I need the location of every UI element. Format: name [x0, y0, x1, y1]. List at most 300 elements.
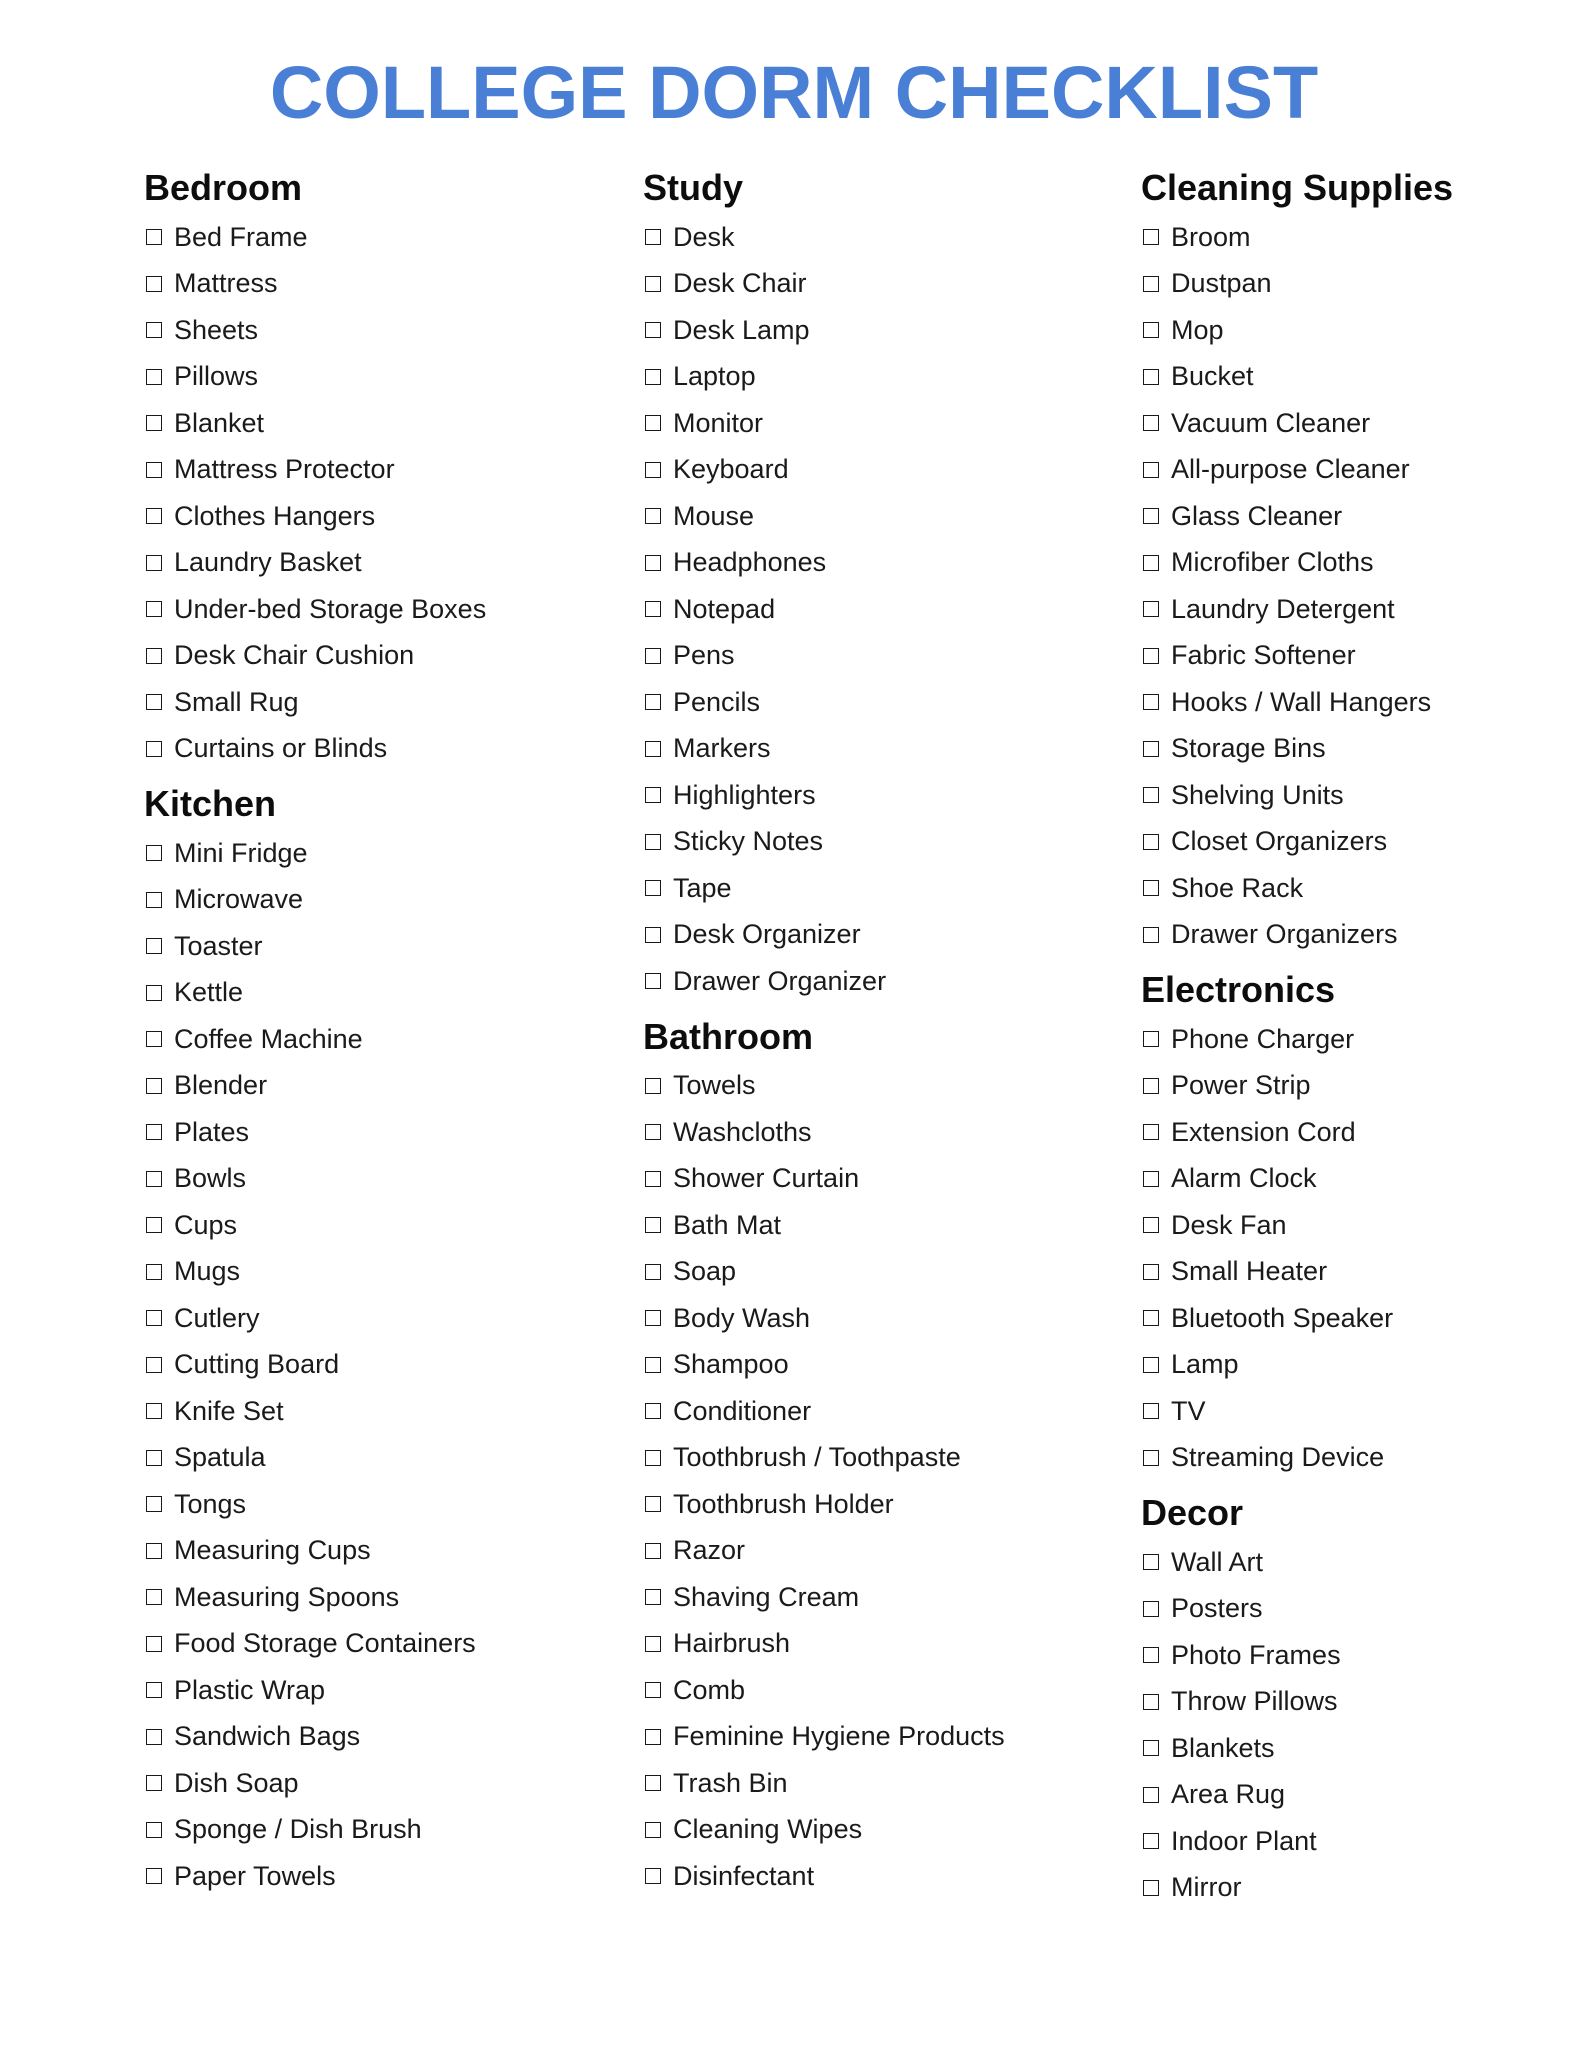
checkbox[interactable] — [1143, 1647, 1159, 1663]
checklist-item — [144, 679, 624, 726]
checklist-item — [643, 1388, 1123, 1435]
checklist-item — [643, 1202, 1123, 1249]
checkbox[interactable] — [146, 1450, 162, 1466]
checklist-item-label: Clothes Hangers — [174, 500, 376, 531]
checklist-item-label: TV — [1171, 1395, 1206, 1426]
checklist-item-label: Sandwich Bags — [174, 1721, 361, 1752]
checklist-item — [643, 1063, 1123, 1110]
checkbox[interactable] — [146, 1775, 162, 1791]
checklist-item-label: Tape — [673, 872, 732, 903]
checklist-item — [1141, 1818, 1588, 1865]
checklist-items — [643, 214, 1123, 1005]
checklist-item — [1141, 447, 1588, 494]
checklist-item — [1141, 1249, 1588, 1296]
checklist-item — [144, 877, 624, 924]
checkbox[interactable] — [645, 229, 661, 245]
checklist-item-label: Microfiber Cloths — [1171, 547, 1374, 578]
checkbox[interactable] — [1143, 508, 1159, 524]
checklist-item — [643, 633, 1123, 680]
checkbox[interactable] — [1143, 880, 1159, 896]
checklist-item-label: Washcloths — [673, 1116, 812, 1147]
checklist-item-label: Streaming Device — [1171, 1442, 1385, 1473]
checklist-item-label: Cleaning Wipes — [673, 1814, 863, 1845]
checklist-item — [643, 1156, 1123, 1203]
section-heading: Kitchen — [144, 783, 277, 824]
checkbox[interactable] — [645, 1729, 661, 1745]
checklist-item — [643, 726, 1123, 773]
checklist-item — [1141, 586, 1588, 633]
checklist-item-label: Under-bed Storage Boxes — [174, 593, 487, 624]
checkbox[interactable] — [146, 1078, 162, 1094]
checklist-item — [643, 400, 1123, 447]
checklist-item — [144, 1853, 624, 1900]
checklist-item — [1141, 865, 1588, 912]
checkbox[interactable] — [146, 601, 162, 617]
checklist-item-label: Dustpan — [1171, 268, 1272, 299]
checklist-item-label: Hooks / Wall Hangers — [1171, 686, 1432, 717]
checklist-item — [1141, 772, 1588, 819]
checkbox[interactable] — [645, 322, 661, 338]
checkbox[interactable] — [1143, 1217, 1159, 1233]
checkbox[interactable] — [146, 1310, 162, 1326]
checklist-item-label: Microwave — [174, 884, 304, 915]
checklist-item — [144, 726, 624, 773]
checkbox[interactable] — [1143, 1264, 1159, 1280]
checkbox[interactable] — [645, 369, 661, 385]
checkbox[interactable] — [146, 555, 162, 571]
checkbox[interactable] — [146, 1264, 162, 1280]
checklist-item-label: Area Rug — [1171, 1779, 1286, 1810]
checkbox[interactable] — [146, 985, 162, 1001]
checklist-item-label: Indoor Plant — [1171, 1825, 1317, 1856]
checkbox[interactable] — [645, 601, 661, 617]
checklist-item — [643, 912, 1123, 959]
checkbox[interactable] — [645, 1124, 661, 1140]
checkbox[interactable] — [146, 648, 162, 664]
checkbox[interactable] — [146, 322, 162, 338]
section-heading: Electronics — [1141, 969, 1336, 1010]
checklist-item — [643, 261, 1123, 308]
checkbox[interactable] — [1143, 1450, 1159, 1466]
checkbox[interactable] — [645, 1496, 661, 1512]
checklist-item-label: Curtains or Blinds — [174, 733, 388, 764]
checkbox[interactable] — [1143, 1554, 1159, 1570]
checklist-item-label: Towels — [673, 1070, 756, 1101]
checklist-item — [1141, 1632, 1588, 1679]
checkbox[interactable] — [146, 694, 162, 710]
checklist-item — [1141, 679, 1588, 726]
checklist-item-label: Toaster — [174, 930, 263, 961]
checklist-item — [1141, 307, 1588, 354]
checklist-item-label: Sponge / Dish Brush — [174, 1814, 422, 1845]
checklist-item — [144, 400, 624, 447]
checkbox[interactable] — [645, 276, 661, 292]
checkbox[interactable] — [1143, 834, 1159, 850]
checkbox[interactable] — [1143, 694, 1159, 710]
checkbox[interactable] — [645, 880, 661, 896]
checklist-item-label: Highlighters — [673, 779, 816, 810]
checkbox[interactable] — [146, 369, 162, 385]
checklist-item — [643, 307, 1123, 354]
checklist-item — [144, 1016, 624, 1063]
section-heading: Bedroom — [144, 167, 303, 208]
checkbox[interactable] — [1143, 322, 1159, 338]
checklist-item — [144, 1202, 624, 1249]
checklist-item — [1141, 400, 1588, 447]
checkbox[interactable] — [645, 415, 661, 431]
checkbox[interactable] — [645, 927, 661, 943]
checklist-item-label: Food Storage Containers — [174, 1628, 476, 1659]
checklist-item — [144, 923, 624, 970]
checkbox[interactable] — [146, 1543, 162, 1559]
checklist-item — [1141, 1679, 1588, 1726]
checklist-item — [144, 214, 624, 261]
checklist-item-label: Mattress — [174, 268, 278, 299]
section-cleaning-supplies — [1141, 162, 1588, 958]
checklist-item — [643, 354, 1123, 401]
checkbox[interactable] — [645, 1171, 661, 1187]
checkbox[interactable] — [146, 1682, 162, 1698]
checkbox[interactable] — [146, 1217, 162, 1233]
checkbox[interactable] — [146, 1729, 162, 1745]
checklist-column-3 — [1141, 162, 1588, 1911]
checklist-item — [1141, 1725, 1588, 1772]
checkbox[interactable] — [146, 1636, 162, 1652]
checkbox[interactable] — [146, 415, 162, 431]
checklist-item-label: Small Rug — [174, 686, 299, 717]
checkbox[interactable] — [645, 648, 661, 664]
checklist-item — [144, 493, 624, 540]
checkbox[interactable] — [1143, 1694, 1159, 1710]
checklist-item-label: Toothbrush Holder — [673, 1488, 894, 1519]
checklist-item-label: Throw Pillows — [1171, 1686, 1338, 1717]
checkbox[interactable] — [645, 462, 661, 478]
checklist-item-label: Desk Chair Cushion — [174, 640, 415, 671]
checkbox[interactable] — [1143, 927, 1159, 943]
checklist-item — [144, 261, 624, 308]
checklist-item-label: Desk Chair — [673, 268, 807, 299]
checklist-item — [643, 1109, 1123, 1156]
checkbox[interactable] — [1143, 601, 1159, 617]
checklist-item-label: Shoe Rack — [1171, 872, 1304, 903]
checkbox[interactable] — [1143, 1124, 1159, 1140]
checklist-items — [144, 830, 624, 1900]
checklist-item-label: Trash Bin — [673, 1767, 788, 1798]
checklist-item — [144, 1760, 624, 1807]
checkbox[interactable] — [146, 229, 162, 245]
checkbox[interactable] — [146, 1124, 162, 1140]
checklist-item — [1141, 1865, 1588, 1912]
checklist-item — [643, 447, 1123, 494]
checkbox[interactable] — [645, 508, 661, 524]
checklist-item — [144, 354, 624, 401]
checklist-item-label: Knife Set — [174, 1395, 284, 1426]
checklist-item-label: Mini Fridge — [174, 837, 308, 868]
checkbox[interactable] — [146, 1868, 162, 1884]
checklist-item — [144, 1249, 624, 1296]
checklist-item-label: Hairbrush — [673, 1628, 791, 1659]
checklist-item — [1141, 1016, 1588, 1063]
checklist-item-label: Bed Frame — [174, 221, 308, 252]
checkbox[interactable] — [1143, 229, 1159, 245]
checklist-item — [643, 958, 1123, 1005]
checkbox[interactable] — [146, 462, 162, 478]
checkbox[interactable] — [645, 741, 661, 757]
checkbox[interactable] — [146, 508, 162, 524]
checklist-item — [144, 1481, 624, 1528]
checkbox[interactable] — [645, 973, 661, 989]
checklist-item-label: Desk Lamp — [673, 314, 810, 345]
checkbox[interactable] — [146, 1589, 162, 1605]
checkbox[interactable] — [645, 787, 661, 803]
checkbox[interactable] — [645, 1868, 661, 1884]
checklist-item — [1141, 493, 1588, 540]
checkbox[interactable] — [1143, 1078, 1159, 1094]
checklist-item — [643, 1435, 1123, 1482]
checklist-item — [144, 1574, 624, 1621]
checklist-item — [643, 1342, 1123, 1389]
checklist-item-label: Bowls — [174, 1163, 247, 1194]
checklist-item-label: Razor — [673, 1535, 746, 1566]
checklist-item-label: Fabric Softener — [1171, 640, 1356, 671]
checklist-item-label: Measuring Spoons — [174, 1581, 400, 1612]
checklist-item-label: Monitor — [673, 407, 764, 438]
checkbox[interactable] — [645, 1078, 661, 1094]
checkbox[interactable] — [1143, 1310, 1159, 1326]
checklist-item — [643, 214, 1123, 261]
checklist-item-label: Spatula — [174, 1442, 266, 1473]
checkbox[interactable] — [146, 741, 162, 757]
checklist-item — [1141, 1435, 1588, 1482]
checklist-item-label: Bath Mat — [673, 1209, 782, 1240]
checkbox[interactable] — [1143, 276, 1159, 292]
checklist-item-label: Wall Art — [1171, 1546, 1264, 1577]
checklist-item-label: Toothbrush / Toothpaste — [673, 1442, 961, 1473]
checklist-item — [643, 1528, 1123, 1575]
checkbox[interactable] — [645, 834, 661, 850]
checklist-item-label: Storage Bins — [1171, 733, 1326, 764]
checklist-item-label: Dish Soap — [174, 1767, 299, 1798]
checklist-item — [643, 1667, 1123, 1714]
checklist-item-label: Pillows — [174, 361, 259, 392]
checklist-item-label: Notepad — [673, 593, 776, 624]
checklist-item-label: Mugs — [174, 1256, 241, 1287]
section-bedroom — [144, 162, 624, 772]
checklist-item-label: Power Strip — [1171, 1070, 1311, 1101]
checkbox[interactable] — [146, 845, 162, 861]
checklist-item-label: Mattress Protector — [174, 454, 395, 485]
checklist-item-label: Headphones — [673, 547, 827, 578]
checklist-item-label: Alarm Clock — [1171, 1163, 1317, 1194]
checkbox[interactable] — [1143, 1031, 1159, 1047]
checklist-item-label: Mirror — [1171, 1872, 1242, 1903]
checklist-item-label: Blender — [174, 1070, 268, 1101]
checklist-item — [643, 1621, 1123, 1668]
checklist-item — [1141, 1156, 1588, 1203]
checkbox[interactable] — [645, 1775, 661, 1791]
checklist-item-label: Shower Curtain — [673, 1163, 860, 1194]
checkbox[interactable] — [1143, 1601, 1159, 1617]
checklist-item-label: Conditioner — [673, 1395, 812, 1426]
checkbox[interactable] — [645, 1589, 661, 1605]
checklist-item-label: Feminine Hygiene Products — [673, 1721, 1005, 1752]
checklist-item-label: Closet Organizers — [1171, 826, 1388, 857]
checklist-item-label: Comb — [673, 1674, 746, 1705]
checkbox[interactable] — [1143, 741, 1159, 757]
checklist-item — [144, 1528, 624, 1575]
checklist-item-label: Small Heater — [1171, 1256, 1328, 1287]
checkbox[interactable] — [146, 892, 162, 908]
section-heading: Bathroom — [643, 1015, 813, 1057]
checklist-item — [144, 1621, 624, 1668]
checklist-item-label: Lamp — [1171, 1349, 1239, 1380]
section-kitchen — [144, 778, 624, 1900]
checklist-item-label: Markers — [673, 733, 771, 764]
checklist-items — [1141, 1016, 1588, 1481]
section-bathroom — [643, 1011, 1123, 1900]
checklist-item — [1141, 1295, 1588, 1342]
checkbox[interactable] — [1143, 369, 1159, 385]
checkbox[interactable] — [1143, 415, 1159, 431]
checklist-item — [643, 1807, 1123, 1854]
checklist-item-label: Disinfectant — [673, 1860, 815, 1891]
checklist-item — [144, 1714, 624, 1761]
checkbox[interactable] — [1143, 1357, 1159, 1373]
checklist-item-label: Photo Frames — [1171, 1639, 1341, 1670]
checkbox[interactable] — [1143, 1880, 1159, 1896]
checklist-item-label: Desk — [673, 221, 735, 252]
checkbox[interactable] — [645, 1357, 661, 1373]
checklist-item — [144, 1342, 624, 1389]
checklist-item-label: Cups — [174, 1209, 238, 1240]
checklist-item — [643, 586, 1123, 633]
checklist-item-label: Bluetooth Speaker — [1171, 1302, 1394, 1333]
checklist-item — [1141, 1202, 1588, 1249]
checklist-item — [1141, 1342, 1588, 1389]
checklist-item — [1141, 1109, 1588, 1156]
checklist-item — [1141, 354, 1588, 401]
checkbox[interactable] — [645, 1543, 661, 1559]
section-heading: Study — [643, 167, 744, 208]
checklist-item — [1141, 726, 1588, 773]
checklist-item-label: Shaving Cream — [673, 1581, 860, 1612]
checkbox[interactable] — [146, 1171, 162, 1187]
section-heading: Cleaning Supplies — [1141, 167, 1454, 208]
checklist-item-label: Sticky Notes — [673, 826, 824, 857]
checkbox[interactable] — [645, 1822, 661, 1838]
section-decor — [1141, 1487, 1588, 1911]
checkbox[interactable] — [645, 1217, 661, 1233]
checkbox[interactable] — [645, 1682, 661, 1698]
checkbox[interactable] — [146, 1357, 162, 1373]
checklist-item-label: Blankets — [1171, 1732, 1275, 1763]
checklist-item-label: Body Wash — [673, 1302, 811, 1333]
checklist-item-label: Measuring Cups — [174, 1535, 371, 1566]
checkbox[interactable] — [1143, 648, 1159, 664]
checkbox[interactable] — [645, 1636, 661, 1652]
section-study — [643, 162, 1123, 1005]
checklist-item — [1141, 1388, 1588, 1435]
checklist-item-label: Blanket — [174, 407, 265, 438]
checklist-item-label: Mouse — [673, 500, 755, 531]
checklist-item-label: Glass Cleaner — [1171, 500, 1343, 531]
checklist-item — [144, 1295, 624, 1342]
checklist-item — [1141, 633, 1588, 680]
checklist-item — [643, 679, 1123, 726]
checklist-item — [144, 1156, 624, 1203]
checklist-item — [144, 586, 624, 633]
checkbox[interactable] — [1143, 787, 1159, 803]
checkbox[interactable] — [146, 276, 162, 292]
checklist-item — [643, 1714, 1123, 1761]
checklist-item-label: Drawer Organizer — [673, 965, 887, 996]
checkbox[interactable] — [1143, 555, 1159, 571]
checkbox[interactable] — [1143, 1403, 1159, 1419]
checklist-item-label: Pens — [673, 640, 735, 671]
checklist-item — [643, 1249, 1123, 1296]
checkbox[interactable] — [146, 1403, 162, 1419]
checkbox[interactable] — [645, 694, 661, 710]
checkbox[interactable] — [146, 1496, 162, 1512]
checklist-item-label: Phone Charger — [1171, 1023, 1355, 1054]
checklist-item — [144, 447, 624, 494]
checkbox[interactable] — [645, 1450, 661, 1466]
checklist-item — [1141, 540, 1588, 587]
checklist-item-label: Plates — [174, 1116, 250, 1147]
checkbox[interactable] — [645, 1310, 661, 1326]
checklist-item — [144, 970, 624, 1017]
checklist-item-label: Shelving Units — [1171, 779, 1344, 810]
checkbox[interactable] — [146, 938, 162, 954]
checkbox[interactable] — [1143, 1833, 1159, 1849]
checkbox[interactable] — [1143, 1171, 1159, 1187]
checklist-item-label: Bucket — [1171, 361, 1254, 392]
checklist-item-label: Pencils — [673, 686, 761, 717]
checklist-item-label: Desk Organizer — [673, 919, 861, 950]
checklist-item — [1141, 1539, 1588, 1586]
checklist-item — [144, 633, 624, 680]
checklist-item-label: Extension Cord — [1171, 1116, 1356, 1147]
checklist-item-label: Sheets — [174, 314, 259, 345]
checklist-item — [643, 493, 1123, 540]
checkbox[interactable] — [1143, 1740, 1159, 1756]
checklist-item-label: Laptop — [673, 361, 756, 392]
checklist-item — [643, 1295, 1123, 1342]
checkbox[interactable] — [146, 1031, 162, 1047]
checklist-item-label: Broom — [1171, 221, 1251, 252]
checklist-item — [144, 540, 624, 587]
checklist-item — [1141, 1063, 1588, 1110]
checklist-item-label: Keyboard — [673, 454, 789, 485]
checklist-items — [1141, 1539, 1588, 1911]
checkbox[interactable] — [1143, 462, 1159, 478]
checklist-item — [643, 1760, 1123, 1807]
checklist-item — [1141, 819, 1588, 866]
checklist-item-label: Laundry Detergent — [1171, 593, 1395, 624]
checkbox[interactable] — [645, 1264, 661, 1280]
checklist-items — [643, 1063, 1123, 1900]
checkbox[interactable] — [1143, 1787, 1159, 1803]
checkbox[interactable] — [146, 1822, 162, 1838]
checklist-item — [144, 1063, 624, 1110]
checklist-item-label: Laundry Basket — [174, 547, 362, 578]
checklist-item — [643, 1481, 1123, 1528]
checkbox[interactable] — [645, 1403, 661, 1419]
page-title: COLLEGE DORM CHECKLIST — [269, 51, 1319, 134]
checklist-item — [144, 1667, 624, 1714]
checkbox[interactable] — [645, 555, 661, 571]
checklist-item-label: All-purpose Cleaner — [1171, 454, 1410, 485]
